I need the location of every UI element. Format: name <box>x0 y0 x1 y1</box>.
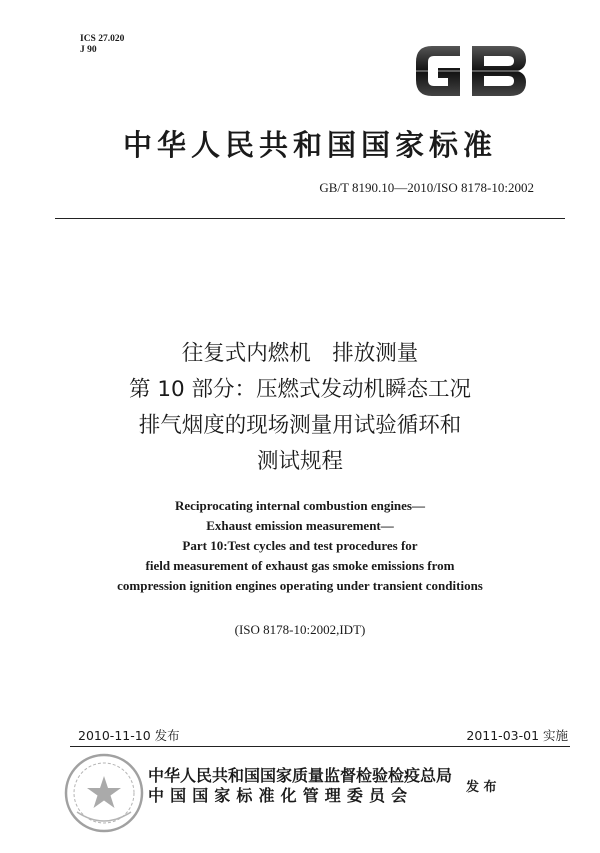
standard-number: GB/T 8190.10—2010/ISO 8178-10:2002 <box>319 180 534 195</box>
publisher-2: 中国国家标准化管理委员会 <box>148 786 414 805</box>
chinese-title-line-1: 往复式内燃机 排放测量 <box>181 341 419 366</box>
chinese-title <box>40 336 560 480</box>
header-divider <box>55 218 565 219</box>
english-title-line-5: compression ignition engines operating under transient conditions <box>117 578 483 593</box>
publisher-1: 中华人民共和国国家质量监督检验检疫总局 <box>148 766 453 785</box>
ccs-code: J 90 <box>80 45 97 55</box>
iso-reference: (ISO 8178-10:2002,IDT) <box>234 622 366 637</box>
official-seal-icon <box>63 752 145 834</box>
publishers <box>148 766 452 806</box>
gb-logo-icon <box>410 40 532 102</box>
ics-code: ICS 27.020 <box>80 34 125 44</box>
footer-divider <box>70 746 570 747</box>
chinese-title-line-3: 排气烟度的现场测量用试验循环和 <box>138 413 462 438</box>
chinese-title-line-4: 测试规程 <box>256 449 343 474</box>
implementation-date: 2011-03-01 实施 <box>466 728 568 743</box>
issue-date: 2010-11-10 发布 <box>78 728 180 743</box>
publish-label: 发 布 <box>466 780 497 795</box>
english-title-line-1: Reciprocating internal combustion engines— <box>174 498 425 513</box>
chinese-title-line-2: 第 10 部分：压燃式发动机瞬态工况 <box>128 377 472 402</box>
english-title <box>60 496 540 596</box>
english-title-line-4: field measurement of exhaust gas smoke emissions from <box>145 558 455 573</box>
english-title-line-3: Part 10:Test cycles and test procedures for <box>182 538 418 553</box>
english-title-line-2: Exhaust emission measurement— <box>206 518 394 533</box>
national-standard-title: 中华人民共和国国家标准 <box>122 128 497 162</box>
classification-codes <box>80 34 124 56</box>
